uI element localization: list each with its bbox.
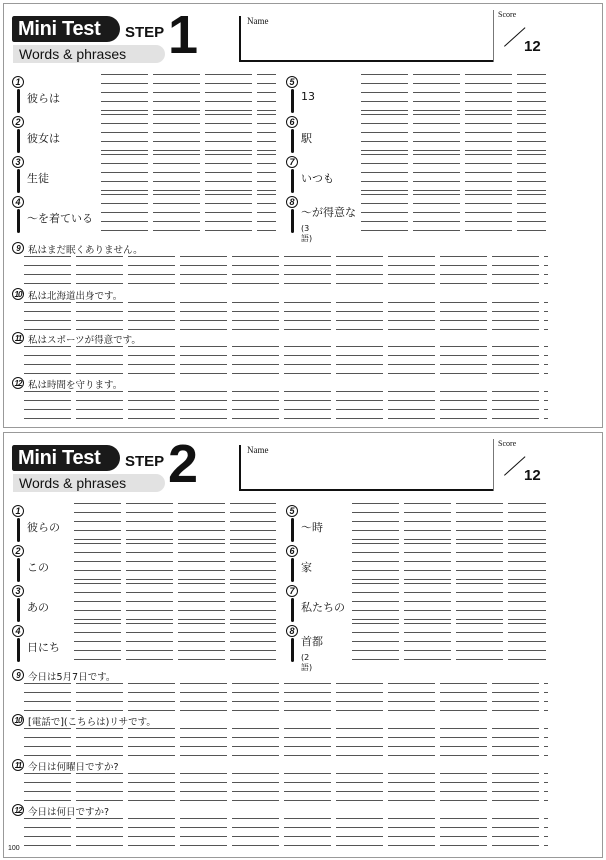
item-bar — [17, 558, 20, 582]
answer-lines[interactable] — [101, 154, 276, 194]
subtitle: Words & phrases — [13, 45, 165, 63]
subtitle: Words & phrases — [13, 474, 165, 492]
item-number: 6 — [286, 545, 298, 557]
sentence-prompt: 今日は何日ですか? — [28, 807, 110, 818]
answer-lines[interactable] — [24, 728, 548, 756]
sentence-item — [12, 759, 548, 803]
answer-lines[interactable] — [24, 346, 548, 374]
sentence-item — [12, 288, 548, 332]
item-bar — [17, 129, 20, 153]
word-prompt: 日にち — [27, 641, 60, 654]
answer-lines[interactable] — [74, 623, 276, 663]
word-prompt: あの — [27, 601, 49, 614]
mini-test-step-1 — [3, 3, 603, 428]
item-bar — [291, 169, 294, 193]
word-prompt: 彼らは — [27, 92, 60, 105]
word-prompt: 首都 — [301, 635, 323, 648]
word-prompt: この — [27, 561, 49, 574]
step-label: STEP — [125, 24, 165, 41]
answer-lines[interactable] — [352, 503, 546, 543]
sentence-item — [12, 242, 548, 286]
step-label: STEP — [125, 453, 165, 470]
word-prompt: 駅 — [301, 132, 312, 145]
item-number: 9 — [12, 242, 24, 254]
sentence-prompt: 私はまだ眠くありません。 — [28, 245, 143, 256]
item-number: 8 — [286, 625, 298, 637]
mini-test-badge: Mini Test — [12, 445, 120, 471]
item-bar — [17, 598, 20, 622]
answer-lines[interactable] — [352, 583, 546, 623]
word-prompt: ～が得意な — [301, 206, 356, 219]
answer-lines[interactable] — [24, 773, 548, 801]
sentence-item — [12, 804, 548, 848]
word-prompt: 家 — [301, 561, 312, 574]
answer-lines[interactable] — [24, 256, 548, 284]
answer-lines[interactable] — [74, 583, 276, 623]
answer-lines[interactable] — [24, 391, 548, 419]
sentence-prompt: 私はスポーツが得意です。 — [28, 335, 141, 346]
item-bar — [17, 638, 20, 662]
item-bar — [17, 518, 20, 542]
item-bar — [291, 209, 294, 233]
word-prompt: 13 — [301, 90, 315, 103]
item-number: 5 — [286, 505, 298, 517]
item-number: 7 — [286, 585, 298, 597]
sentence-item — [12, 377, 548, 421]
item-number: 2 — [12, 545, 24, 557]
item-bar — [17, 209, 20, 233]
word-prompt: 生徒 — [27, 172, 49, 185]
item-number: 1 — [12, 505, 24, 517]
word-prompt: 彼女は — [27, 132, 60, 145]
item-number: 12 — [12, 804, 24, 816]
answer-lines[interactable] — [101, 74, 276, 114]
item-bar — [291, 89, 294, 113]
mini-test-badge: Mini Test — [12, 16, 120, 42]
word-count-note: (3語) — [301, 224, 313, 243]
item-number: 1 — [12, 76, 24, 88]
sentence-prompt: 今日は何曜日ですか? — [28, 762, 119, 773]
score-total: 12 — [524, 38, 541, 55]
answer-lines[interactable] — [74, 543, 276, 583]
sentence-prompt: 私は時間を守ります。 — [28, 380, 123, 391]
sentence-item — [12, 714, 548, 758]
answer-lines[interactable] — [361, 114, 546, 154]
answer-lines[interactable] — [74, 503, 276, 543]
item-number: 5 — [286, 76, 298, 88]
answer-lines[interactable] — [24, 818, 548, 846]
item-bar — [17, 89, 20, 113]
item-number: 8 — [286, 196, 298, 208]
word-items — [4, 433, 602, 857]
word-items — [4, 4, 602, 427]
word-prompt: いつも — [301, 172, 334, 185]
answer-lines[interactable] — [361, 154, 546, 194]
sentence-item — [12, 669, 548, 713]
item-number: 6 — [286, 116, 298, 128]
answer-lines[interactable] — [24, 683, 548, 711]
word-prompt: ～時 — [301, 521, 323, 534]
item-number: 4 — [12, 196, 24, 208]
answer-lines[interactable] — [352, 623, 546, 663]
answer-lines[interactable] — [101, 194, 276, 234]
item-bar — [291, 129, 294, 153]
item-number: 9 — [12, 669, 24, 681]
item-number: 10 — [12, 714, 24, 726]
step-number: 2 — [168, 434, 199, 494]
step-number: 1 — [168, 5, 199, 65]
item-number: 10 — [12, 288, 24, 300]
answer-lines[interactable] — [352, 543, 546, 583]
word-prompt: 私たちの — [301, 601, 345, 614]
item-bar — [291, 638, 294, 662]
item-bar — [291, 558, 294, 582]
item-number: 7 — [286, 156, 298, 168]
answer-lines[interactable] — [24, 302, 548, 330]
score-total: 12 — [524, 467, 541, 484]
score-label: Score — [498, 439, 517, 448]
word-prompt: 彼らの — [27, 521, 60, 534]
item-bar — [17, 169, 20, 193]
item-bar — [291, 598, 294, 622]
item-number: 11 — [12, 332, 24, 344]
item-bar — [291, 518, 294, 542]
item-number: 11 — [12, 759, 24, 771]
item-number: 3 — [12, 585, 24, 597]
answer-lines[interactable] — [101, 114, 276, 154]
sentence-prompt: 私は北海道出身です。 — [28, 291, 123, 302]
item-number: 2 — [12, 116, 24, 128]
sentence-prompt: 今日は5月7日です。 — [28, 672, 116, 683]
word-prompt: ～を着ている — [27, 212, 93, 225]
name-label: Name — [247, 16, 269, 26]
item-number: 3 — [12, 156, 24, 168]
sentence-prompt: [電話で](こちらは)リサです。 — [28, 717, 156, 728]
score-label: Score — [498, 10, 517, 19]
answer-lines[interactable] — [361, 194, 546, 234]
page-number: 100 — [8, 845, 20, 852]
mini-test-step-2 — [3, 432, 603, 858]
word-count-note: (2語) — [301, 653, 313, 672]
answer-lines[interactable] — [361, 74, 546, 114]
name-label: Name — [247, 445, 269, 455]
sentence-item — [12, 332, 548, 376]
item-number: 4 — [12, 625, 24, 637]
item-number: 12 — [12, 377, 24, 389]
